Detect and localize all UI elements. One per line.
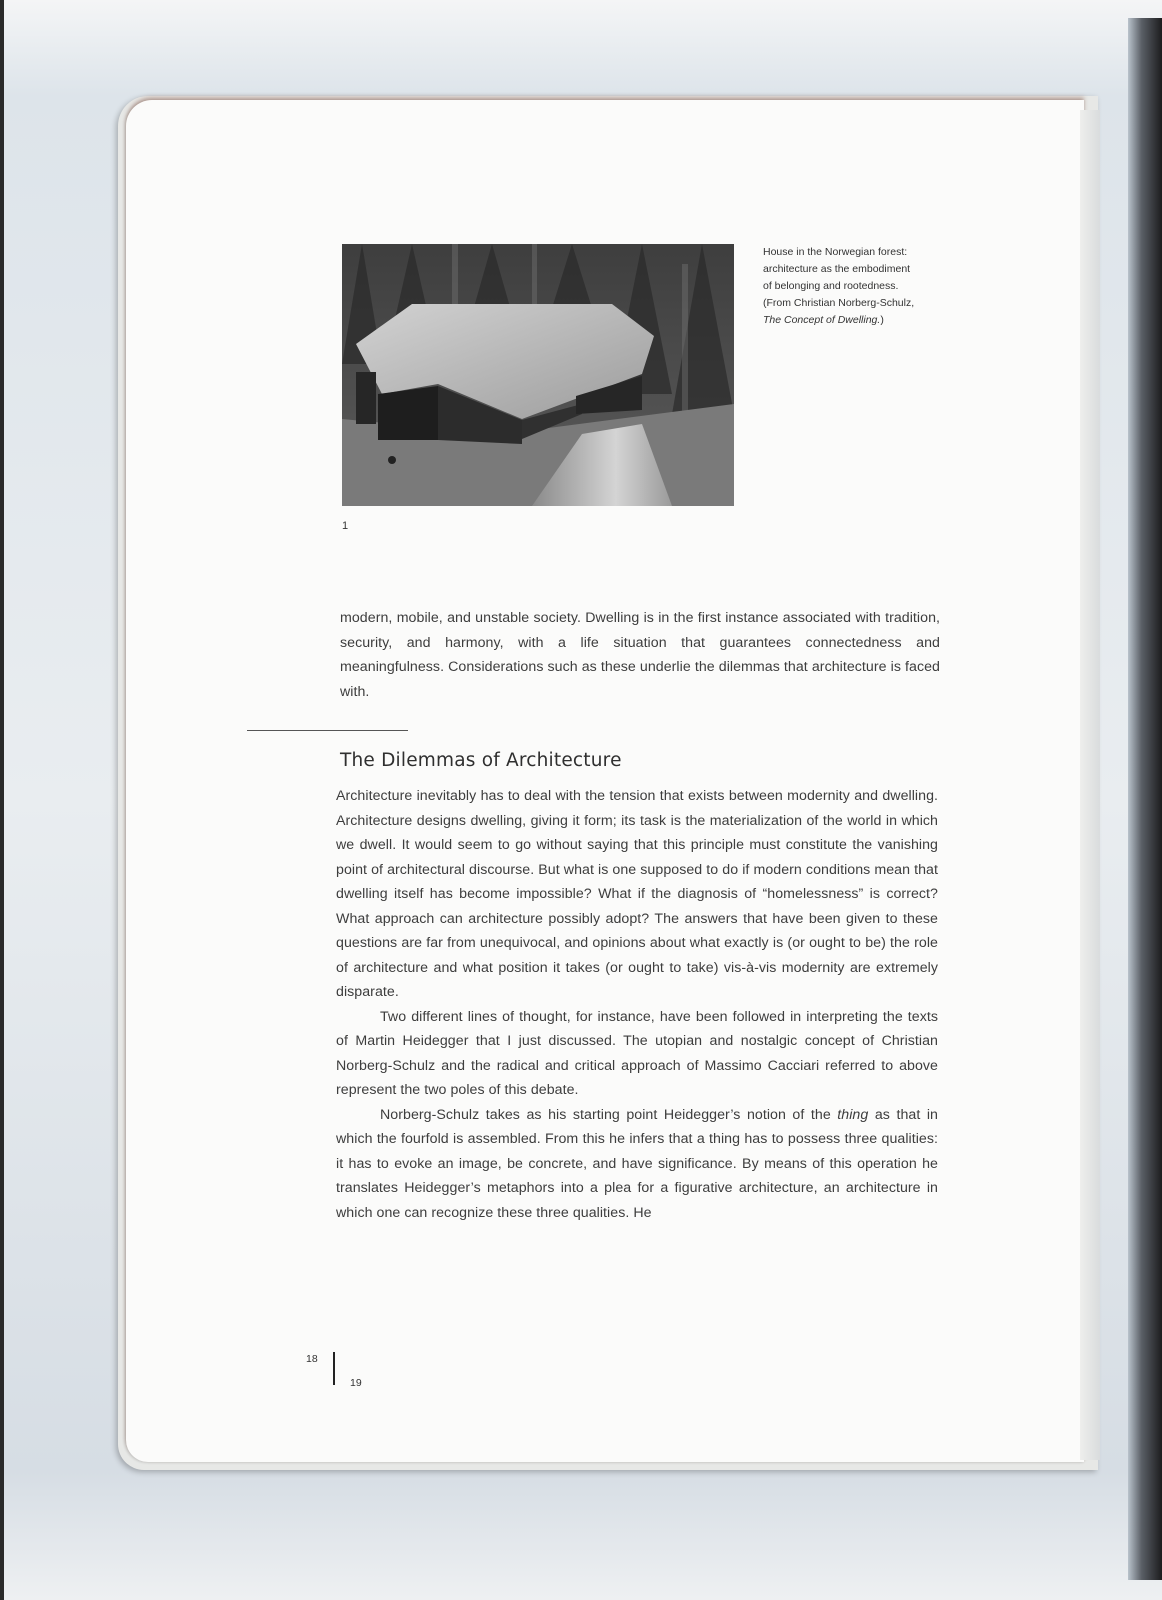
figure-photo-norwegian-house (342, 244, 734, 506)
scan-right-shadow (1128, 18, 1162, 1580)
caption-source-title: The Concept of Dwelling. (763, 314, 881, 326)
paragraph: Two different lines of thought, for instance, have been followed in interpreting the texts of Martin Heidegger that I just discussed. The utopian and nostalgic concept of Christian Norberg-Schulz and the radical and critical approach of Massimo Cacciari referred to above represent the two poles of this debate. (336, 1008, 938, 1098)
scan-left-edge (0, 0, 4, 1600)
caption-source-prefix: (From Christian Norberg-Schulz, (763, 297, 915, 309)
figure-caption (763, 244, 963, 329)
paragraph: Architecture inevitably has to deal with the tension that exists between modernity and dwelling. Architecture designs dwelling, giving it form; its task is the materialization of the world in which we dwell. It would seem to go without saying that this principle must constitute the vanishing point of architectural discourse. But what is one supposed to do if modern conditions mean that dwelling itself has become impossible? What if the diagnosis of “homelessness” is correct? What approach can architecture possibly adopt? The answers that have been given to these questions are far from unequivocal, and opinions about what exactly is (or ought to be) the role of architecture and what position it takes (or ought to take) vis-à-vis modernity are extremely disparate. (336, 788, 938, 1000)
caption-source (763, 295, 963, 329)
paragraph: modern, mobile, and unstable society. Dwelling is in the first instance associated with tradition, security, and harmony, with a life situation that guarantees connectedness and meaningfulness. Considerations such as these underlie the dilemmas that architecture is faced with. (340, 610, 940, 700)
page-edge (1080, 110, 1100, 1460)
section-body (336, 784, 938, 1225)
caption-line: House in the Norwegian forest: (763, 246, 908, 258)
figure-number: 1 (342, 520, 349, 532)
opening-paragraph (340, 606, 940, 704)
page-number-left: 18 (306, 1353, 318, 1365)
section-heading: The Dilemmas of Architecture (340, 750, 622, 771)
caption-source-suffix: ) (880, 314, 884, 326)
paragraph (336, 1103, 938, 1226)
section-rule (247, 730, 408, 731)
paragraph-text: as that in which the fourfold is assembled. From this he infers that a thing has to possess three qualities: it has to evoke an image, be concrete, and have significance. By means of this operation he translates Heidegger’s metaphors into a plea for a figurative architecture, an architecture in which one can recognize these three qualities. He (336, 1106, 938, 1221)
paragraph-text: Norberg-Schulz takes as his starting point Heidegger’s notion of the (380, 1106, 838, 1123)
emphasis-thing: thing (837, 1106, 869, 1123)
caption-line: architecture as the embodiment (763, 263, 911, 275)
folio-divider (333, 1352, 335, 1385)
page-number-right: 19 (350, 1377, 362, 1389)
caption-line: of belonging and rootedness. (763, 280, 899, 292)
